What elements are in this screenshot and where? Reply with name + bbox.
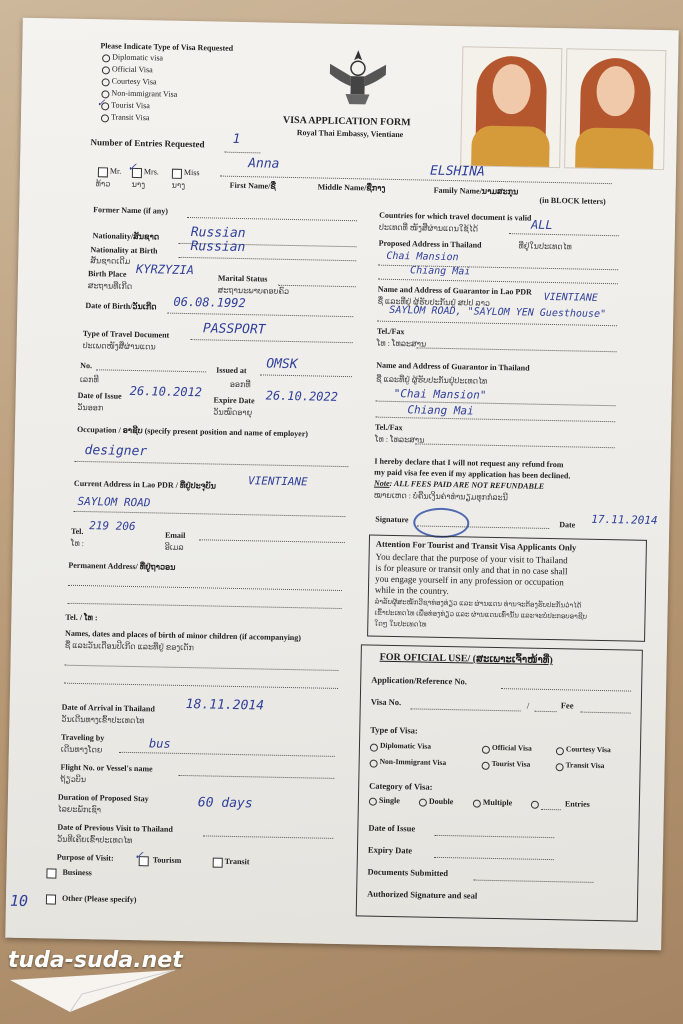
guarantor-lao-tel-label: Tel./Fax <box>376 326 405 337</box>
check-mark-icon: ✓ <box>134 848 143 864</box>
single-label: Single <box>378 795 400 806</box>
double-radio[interactable] <box>419 799 427 807</box>
documents-submitted-label: Documents Submitted <box>367 866 449 879</box>
marital-status-lao: ສະຖານະພາບຄອບຄົວ <box>217 285 290 296</box>
tel-lao: ໂທ : <box>70 538 85 549</box>
visa-type-radio[interactable] <box>102 66 110 74</box>
attention-lao-line: ໃດໆ ໃນປະເທດໄທ <box>374 619 427 629</box>
proposed-address-lao: ທີ່ຢູ່ໃນປະເທດໄທ <box>518 241 572 252</box>
attention-box <box>367 535 647 642</box>
miss-label: Miss <box>183 167 200 178</box>
mr-label: Mr. <box>109 166 122 176</box>
official-visa-type-radio[interactable] <box>482 746 490 754</box>
visa-application-form <box>5 18 679 950</box>
official-visa-type-label: Non-Immigrant Visa <box>379 756 447 768</box>
visa-type-label: Tourist Visa <box>111 100 150 111</box>
countries-valid-value[interactable]: ALL <box>530 217 553 232</box>
official-visa-type-label: Tourist Visa <box>491 758 531 769</box>
slash-separator: / <box>526 700 530 711</box>
travel-doc-label: Type of Travel Document <box>82 328 170 340</box>
signature-date-value[interactable]: 17.11.2014 <box>591 512 658 528</box>
flight-lao: ຖ້ຽວບິນ <box>60 774 87 785</box>
official-visa-type-radio[interactable] <box>370 744 378 752</box>
business-label: Business <box>62 867 92 878</box>
passport-no-lao: ເລກທີ <box>79 374 99 385</box>
visa-type-label: Diplomatic visa <box>112 52 164 63</box>
block-letters-note: (in BLOCK letters) <box>539 195 606 207</box>
family-name-value[interactable]: ELSHINA <box>429 163 485 180</box>
guarantor-thai-value-1[interactable]: "Chai Mansion" <box>393 386 487 402</box>
type-of-visa-label: Type of Visa: <box>370 724 418 736</box>
attention-title: Attention For Tourist and Transit Visa Applicants Only <box>375 538 577 553</box>
paper-plane-logo-icon <box>10 968 180 1018</box>
corner-handwritten-mark: 10 <box>9 891 29 911</box>
guarantor-thai-value-2[interactable]: Chiang Mai <box>407 403 474 418</box>
check-mark-icon: ✓ <box>97 95 105 110</box>
marital-status-label: Marital Status <box>217 273 268 284</box>
date-of-birth-label: Date of Birth/ວັນເກີດ <box>85 301 157 312</box>
proposed-address-value-2[interactable]: Chiang Mai <box>410 265 471 278</box>
garuda-emblem-icon <box>325 46 390 107</box>
guarantor-thai-tel-lao: ໂທ : ໂທລະສານ <box>374 434 425 445</box>
visa-type-radio[interactable] <box>102 54 110 62</box>
travel-doc-value[interactable]: PASSPORT <box>202 321 266 338</box>
duration-value[interactable]: 60 days <box>197 795 253 812</box>
fees-note-lao: ໝາຍເຫດ : ບໍ່ຄືນເງິນຄ່າທຳນຽມທຸກກໍລະນີ <box>373 490 508 503</box>
check-mark-icon: ✓ <box>127 159 137 175</box>
mrs-label: Mrs. <box>143 167 159 177</box>
form-subtitle: Royal Thai Embassy, Vientiane <box>296 128 404 140</box>
duration-lao: ໄລຍະພັກເຊົາ <box>57 804 102 815</box>
official-use-title: FOR OFICIAL USE/ (ສະເພາະເຈົ້າໜ້າທີ່) <box>379 651 553 667</box>
note-label: Note <box>373 478 390 488</box>
visa-type-label: Official Visa <box>111 64 153 75</box>
entries-label: Number of Entries Requested <box>90 137 205 150</box>
signature-label: Signature <box>375 514 409 525</box>
applicant-photo <box>460 46 562 168</box>
guarantor-lao-lao: ຊື່ ແລະທີ່ຢູ່ ຜູ້ຮັບປະກັນຢູ່ ສປປ ລາວ <box>377 296 491 308</box>
guarantor-lao-tel-lao: ໂທ : ໂທລະສານ <box>376 338 427 349</box>
miss-checkbox[interactable] <box>172 169 182 179</box>
mr-checkbox[interactable] <box>98 167 108 177</box>
arrival-date-label: Date of Arrival in Thailand <box>61 702 155 714</box>
category-label: Category of Visa: <box>369 780 433 792</box>
guarantor-thai-lao: ຊື່ ແລະທີ່ຢູ່ ຜູ້ຮັບປະກັນຢູ່ປະເທດໄທ <box>375 374 488 386</box>
date-of-birth-value[interactable]: 06.08.1992 <box>173 294 246 311</box>
proposed-address-value-1[interactable]: Chai Mansion <box>386 250 459 264</box>
guarantor-lao-value-2[interactable]: SAYLOM ROAD, "SAYLOM YEN Guesthouse" <box>389 304 607 321</box>
arrival-date-value[interactable]: 18.11.2014 <box>185 697 265 714</box>
official-date-issue-label: Date of Issue <box>368 822 416 834</box>
nationality-at-birth-label: Nationality at Birth <box>90 245 158 256</box>
visa-type-title: Please Indicate Type of Visa Requested <box>100 41 234 53</box>
attention-lao-line: ເຂົ້າປະເທດໄທ ເພື່ອທ່ອງທ່ຽວ ແລະ ຜ່ານແດນເທົ່ານັ້ນ ແລະຈະບໍ່ປະກອບອາຊີບ <box>374 608 588 621</box>
title-lao-miss: ນາງ <box>171 180 186 190</box>
visa-type-radio[interactable] <box>102 78 110 86</box>
tel-value[interactable]: 219 206 <box>89 519 136 534</box>
countries-valid-label: Countries for which travel document is valid <box>379 210 532 223</box>
family-name-label: Family Name/ນາມສະກຸນ <box>433 185 519 197</box>
guarantor-lao-value-1[interactable]: VIENTIANE <box>543 291 598 304</box>
multiple-label: Multiple <box>482 797 513 808</box>
fees-note <box>374 479 544 491</box>
duration-label: Duration of Proposed Stay <box>57 792 149 804</box>
authorized-signature-label: Authorized Signature and seal <box>367 888 478 901</box>
other-checkbox[interactable] <box>46 894 56 904</box>
official-visa-type-radio[interactable] <box>556 763 564 771</box>
issued-at-lao: ອອກທີ່ <box>229 379 251 390</box>
birth-place-lao: ສະຖານທີ່ເກີດ <box>87 281 133 291</box>
issued-at-value[interactable]: OMSK <box>266 356 298 373</box>
official-visa-type-radio[interactable] <box>482 762 490 770</box>
guarantor-thai-label: Name and Address of Guarantor in Thailand <box>376 360 530 373</box>
attention-line: is for pleasure or transit only and that in no case shall <box>375 562 568 577</box>
current-address-label: Current Address in Lao PDR / ທີ່ຢູ່ປະຈຸບັນ <box>73 478 217 491</box>
occupation-label: Occupation / ອາຊີບ (specify present position and name of employer) <box>76 424 309 439</box>
travel-doc-lao: ປະເພດໜັງສືຜ່ານແດນ <box>82 340 156 352</box>
transit-label: Transit <box>224 856 250 867</box>
signature-date-label: Date <box>559 520 576 530</box>
middle-name-label: Middle Name/ຊື່ກາງ <box>317 182 386 193</box>
birth-place-label: Birth Place <box>87 269 127 279</box>
applicant-signature[interactable] <box>413 507 470 538</box>
entries-count-label: Entries <box>564 799 590 809</box>
nationality-birth-lao: ສັນຊາດເດີມ <box>90 256 131 266</box>
date-of-issue-value[interactable]: 26.10.2012 <box>129 383 203 400</box>
birth-place-value[interactable]: KYRZYZIA <box>135 262 195 278</box>
form-title: VISA APPLICATION FORM <box>282 114 411 129</box>
double-label: Double <box>428 796 454 807</box>
attention-line: while in the country. <box>374 584 449 597</box>
former-name-label: Former Name (if any) <box>93 205 169 216</box>
countries-valid-lao: ປະເທດທີ່ ໜັງສືຜ່ານແດນໃຊ້ໄດ້ <box>378 222 479 234</box>
declaration-line-1: I hereby declare that I will not request any refund from <box>374 456 564 470</box>
arrival-date-lao: ວັນເດີນທາງເຂົ້າປະເທດໄທ <box>61 714 145 726</box>
official-visa-type-label: Diplomatic Visa <box>379 740 432 751</box>
visa-type-radio[interactable] <box>101 114 109 122</box>
tel-label: Tel. <box>70 526 84 537</box>
declaration-line-2: my paid visa fee even if my application has been declined. <box>374 467 571 481</box>
transit-checkbox[interactable] <box>213 858 223 868</box>
official-use-box <box>356 644 643 921</box>
attention-line: You declare that the purpose of your visit to Thailand <box>375 551 568 566</box>
guarantor-thai-tel-label: Tel./Fax <box>375 422 403 433</box>
permanent-address-label: Permanent Address/ ທີ່ຢູ່ຖາວອນ <box>68 560 176 572</box>
nationality-value[interactable]: Russian <box>190 225 246 242</box>
nationality-label: Nationality/ສັນຊາດ <box>92 231 160 242</box>
official-visa-type-radio[interactable] <box>370 760 378 768</box>
occupation-value[interactable]: designer <box>84 443 148 460</box>
traveling-by-lao: ເດີນທາງໂດຍ <box>60 744 103 755</box>
visa-type-label: Non-immigrant Visa <box>111 88 178 99</box>
traveling-by-label: Traveling by <box>61 732 105 743</box>
site-watermark: tuda-suda.net <box>8 948 183 973</box>
purpose-label: Purpose of Visit: <box>56 852 114 863</box>
email-label: Email <box>164 530 186 541</box>
multiple-radio[interactable] <box>473 800 481 808</box>
current-address-value[interactable]: VIENTIANE <box>247 474 308 489</box>
nationality-at-birth-value[interactable]: Russian <box>190 239 246 256</box>
tourism-label: Tourism <box>152 855 182 865</box>
app-ref-label: Application/Reference No. <box>371 674 468 687</box>
visa-type-label: Courtesy Visa <box>111 76 157 87</box>
previous-visit-lao: ວັນທີເຄີຍເຂົ້າປະເທດໄທ <box>57 834 133 846</box>
guarantor-lao-label: Name and Address of Guarantor in Lao PDR <box>377 284 532 297</box>
official-visa-type-label: Official Visa <box>491 742 532 753</box>
current-address-line2[interactable]: SAYLOM ROAD <box>77 494 151 510</box>
minor-children-label: Names, dates and places of birth of minor children (if accompanying) <box>64 628 302 643</box>
tel2-label: Tel. / ໂທ : <box>65 612 98 623</box>
note-text: : ALL FEES PAID ARE NOT REFUNDABLE <box>389 478 545 491</box>
official-visa-type-label: Courtesy Visa <box>565 744 611 755</box>
fee-label: Fee <box>560 700 574 711</box>
proposed-address-label: Proposed Address in Thailand <box>378 238 482 250</box>
single-radio[interactable] <box>369 798 377 806</box>
passport-no-label: No. <box>80 360 93 371</box>
entries-radio[interactable] <box>531 801 539 809</box>
expire-date-label: Expire Date <box>213 395 255 406</box>
visa-type-label: Transit Visa <box>110 112 150 123</box>
first-name-value[interactable]: Anna <box>247 156 280 172</box>
official-visa-type-radio[interactable] <box>556 747 564 755</box>
first-name-label: First Name/ຊື່ <box>229 180 276 191</box>
title-lao-mr: ທ້າວ <box>95 179 111 189</box>
visa-no-label: Visa No. <box>370 696 402 708</box>
previous-visit-label: Date of Previous Visit to Thailand <box>57 822 173 834</box>
entries-value[interactable]: 1 <box>232 131 241 147</box>
minor-children-lao: ຊື່ ແລະວັນເດືອນປີເກີດ ແລະທີ່ຢູ່ ຂອງເດັກ <box>64 640 194 653</box>
attention-line: you engage yourself in any profession or occupation <box>375 573 564 588</box>
traveling-by-value[interactable]: bus <box>148 736 171 751</box>
flight-label: Flight No. or Vessel's name <box>60 762 153 774</box>
issued-at-label: Issued at <box>216 365 247 376</box>
applicant-photo <box>564 48 666 170</box>
business-checkbox[interactable] <box>46 868 56 878</box>
other-label: Other (Please specify) <box>61 893 137 905</box>
expire-date-value[interactable]: 26.10.2022 <box>265 388 339 404</box>
date-of-issue-lao: ວັນອອກ <box>77 402 104 413</box>
email-lao: ອີເມລ <box>164 542 184 552</box>
official-visa-type-label: Transit Visa <box>565 760 605 771</box>
title-lao-mrs: ນາງ <box>131 179 146 190</box>
date-of-issue-label: Date of Issue <box>77 390 122 401</box>
attention-lao-line: ລໍາລັບຜູ້ສະໝັກວີຊາທ່ອງທ່ຽວ ແລະ ຜ່ານແດນ ທ່ານຈະຕ້ອງຮັບປະກັນວ່າໄດ້ <box>374 597 582 610</box>
expire-date-lao: ວັນໝົດອາຍຸ <box>213 407 253 418</box>
official-expiry-label: Expiry Date <box>367 844 413 856</box>
